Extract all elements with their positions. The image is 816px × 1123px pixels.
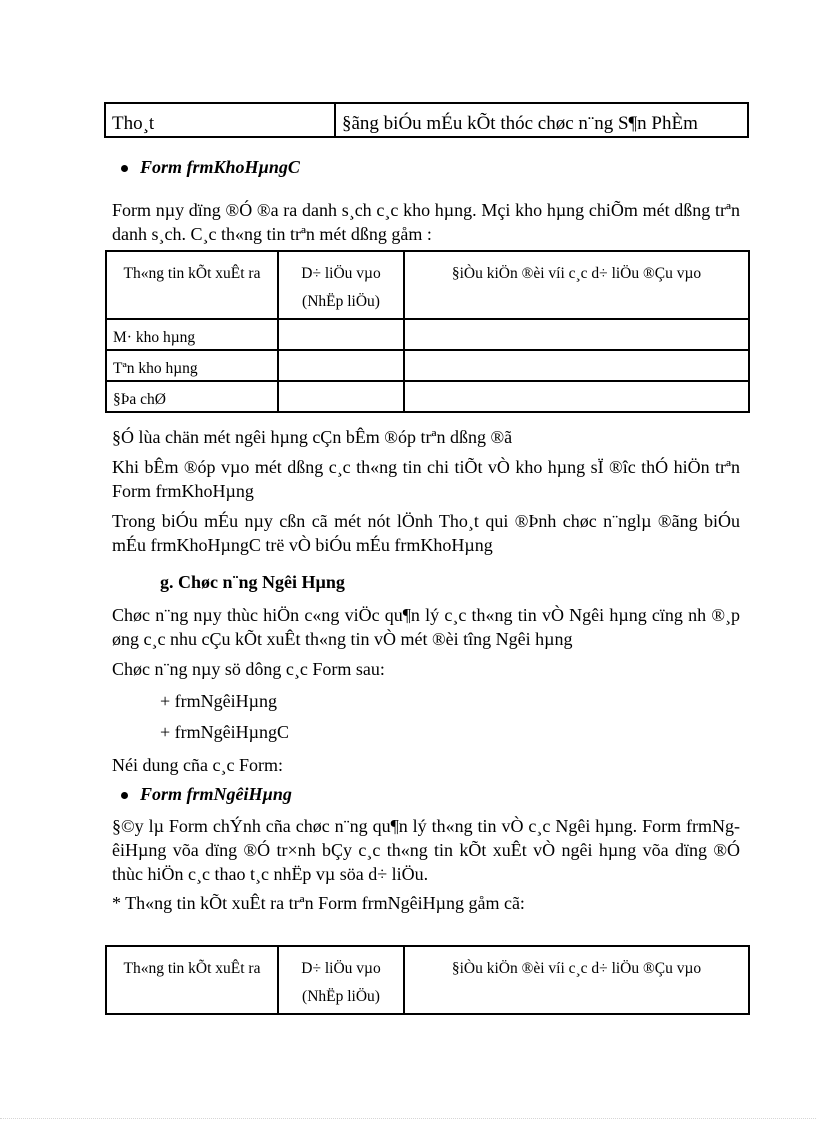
row-label: M· kho hµng <box>106 319 278 350</box>
header-output-info: Th«ng tin kÕt xuÊt ra <box>106 946 278 1014</box>
table-cell <box>404 319 749 350</box>
table-cell <box>278 350 404 381</box>
list-item: + frmNgêiHµngC <box>160 722 290 742</box>
paragraph-form-desc: Form nµy dïng ®Ó ®a ra danh s¸ch c¸c kho hµng. Mçi kho hµng chiÕm mét dßng trªn danh s¸ch. C¸c th«ng tin trªn mét dßng gåm : <box>112 200 740 244</box>
row-label: §Þa chØ <box>106 381 278 412</box>
row-label: Tªn kho hµng <box>106 350 278 381</box>
bullet-form-kho-hang-c <box>121 157 300 178</box>
header-input-conditions: §iÒu kiÖn ®èi víi c¸c d÷ liÖu ®Çu vµo <box>404 946 749 1014</box>
bullet-dot-icon <box>121 165 128 172</box>
output-table-kho-hang <box>105 250 750 413</box>
header-input-conditions: §iÒu kiÖn ®èi víi c¸c d÷ liÖu ®Çu vµo <box>404 251 749 319</box>
bullet-form-nguoi-hang <box>121 784 292 805</box>
list-item: + frmNgêiHµng <box>160 691 277 711</box>
page-bottom-divider <box>0 1118 816 1119</box>
exit-label-cell: Tho¸t <box>105 103 335 137</box>
table-header-row <box>106 946 749 1014</box>
table-row <box>106 319 749 350</box>
paragraph-select: §Ó lùa chän mét ngêi hµng cÇn bÊm ®óp trªn dßng ®ã <box>112 427 513 447</box>
paragraph-output-info: * Th«ng tin kÕt xuÊt ra trªn Form frmNgêiHµng gåm cã: <box>112 893 525 913</box>
table-header-row <box>106 251 749 319</box>
header-output-info: Th«ng tin kÕt xuÊt ra <box>106 251 278 319</box>
paragraph-exit-button: Trong biÓu mÉu nµy cßn cã mét nót lÖnh Tho¸t qui ®Þnh chøc n¨nglµ ®ãng biÓu mÉu frmKhoHµngC trë vÒ biÓu mÉu frmKhoHµng <box>112 511 740 555</box>
paragraph-forms-used: Chøc n¨ng nµy sö dông c¸c Form sau: <box>112 659 385 679</box>
table-cell <box>278 319 404 350</box>
table-row <box>106 381 749 412</box>
header-input-data: D÷ liÖu vµo (NhËp liÖu) <box>278 946 404 1014</box>
header-input-data: D÷ liÖu vµo (NhËp liÖu) <box>278 251 404 319</box>
bullet-label: Form frmNgêiHµng <box>140 784 292 804</box>
paragraph-content-intro: Néi dung cña c¸c Form: <box>112 755 283 775</box>
bullet-label: Form frmKhoHµngC <box>140 157 300 177</box>
output-table-nguoi-hang <box>105 945 750 1015</box>
section-heading-g: g. Chøc n¨ng Ngêi Hµng <box>160 572 345 592</box>
paragraph-main-form: §©y lµ Form chÝnh cña chøc n¨ng qu¶n lý th«ng tin vÒ c¸c Ngêi hµng. Form frmNgêiHµng võa dïng ®Ó tr×nh bÇy c¸c th«ng tin kÕt xuÊt vÒ ngêi hµng võa dïng ®Ó thùc hiÖn c¸c thao t¸c nhËp vµ söa d÷ liÖu. <box>112 816 740 884</box>
table-row <box>106 350 749 381</box>
paragraph-function-desc: Chøc n¨ng nµy thùc hiÖn c«ng viÖc qu¶n lý c¸c th«ng tin vÒ Ngêi hµng cïng nh ®¸p øng c¸c nhu cÇu kÕt xuÊt th«ng tin vÒ mét ®èi tîng Ngêi hµng <box>112 605 740 649</box>
table-cell <box>404 350 749 381</box>
exit-desc-cell: §ãng biÓu mÉu kÕt thóc chøc n¨ng S¶n PhÈm <box>335 103 748 137</box>
table-cell <box>404 381 749 412</box>
paragraph-double-click: Khi bÊm ®óp vµo mét dßng c¸c th«ng tin chi tiÕt vÒ kho hµng sÏ ®îc thÓ hiÖn trªn Form frmKhoHµng <box>112 457 740 501</box>
table-cell <box>278 381 404 412</box>
exit-table <box>104 102 749 138</box>
bullet-dot-icon <box>121 792 128 799</box>
